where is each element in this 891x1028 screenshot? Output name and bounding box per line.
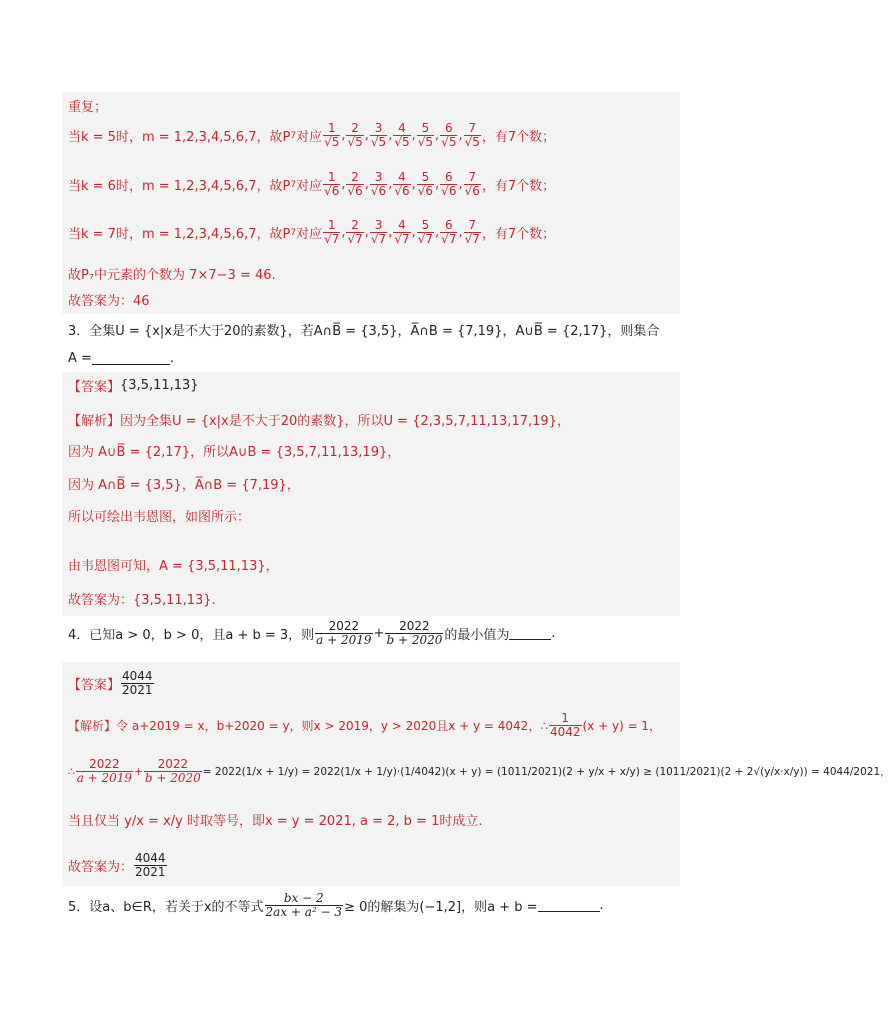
fraction [417,171,434,198]
comma: , [388,128,393,143]
fraction-den: √5 [464,135,480,149]
analysis-4-final-frac [134,852,167,879]
fraction [417,122,434,149]
fraction-num: 2 [351,121,359,135]
fraction-num: 4 [398,121,406,135]
comma: , [411,177,416,192]
comma: , [364,177,369,192]
fraction-den: √7 [464,232,480,246]
fraction-num: 4 [398,218,406,232]
comma: , [458,225,463,240]
comma: , [458,128,463,143]
answer-label-4: 【答案】 [68,678,121,693]
analysis-4-frac-a-num: 2022 [89,757,120,771]
q4-plus: + [373,626,385,641]
q4-f2-num: 2022 [399,619,430,633]
analysis-4-frac-b [144,758,202,785]
analysis-3-line-3: 因为 A∩B̅ = {3,5}，A̅∩B = {7,19}， [68,478,300,493]
question-5 [68,892,604,919]
fraction-den: √5 [370,135,387,149]
fraction-den: √6 [370,184,387,198]
case-k6-fracs [322,171,482,198]
analysis-3-line-4: 所以可绘出韦恩图，如图所示： [68,510,251,525]
case-k6-prefix: 当k = 6时，m = 1,2,3,4,5,6,7，故P [68,179,291,194]
fraction-den: √7 [370,232,387,246]
analysis-3-line-2: 因为 A∪B̅̅̅̅ = {2,17}，所以A∪B = {3,5,7,11,13,19}， [68,445,401,460]
solution-block-2 [62,372,680,616]
analysis-4-frac-a-den: a + 2019 [76,771,133,785]
answer-blank-4[interactable] [509,627,551,640]
answer-row-3 [68,376,199,395]
fraction-num: 5 [421,218,430,232]
comma: , [341,225,346,240]
answer-row-4 [68,670,155,697]
fraction-num: 1 [327,170,336,184]
analysis-4-frac-1 [549,712,582,739]
fraction [464,171,481,198]
fraction [370,219,387,246]
q4-f1-num: 2022 [328,619,360,633]
case-k7-mid: 对应 [296,227,323,242]
fraction-den: √5 [394,135,410,149]
fraction-den: √5 [417,135,434,149]
answer-blank-5[interactable] [538,899,600,912]
fraction [323,122,340,149]
fraction-num: 2 [351,170,359,184]
analysis-3-line-1 [68,410,570,429]
q4-f2-den: b + 2020 [386,633,443,647]
question-5-tail: . [599,898,604,913]
q5-frac-num: bx − 2 [283,891,324,905]
analysis-3-line-5: 由韦恩图可知，A = {3,5,11,13}， [68,559,279,574]
analysis-4-frac-b-num: 2022 [157,757,189,771]
fraction-den: √6 [464,184,480,198]
fraction-den: √7 [441,232,457,246]
analysis-4-text-4: 故答案为： [68,860,134,875]
fraction-num: 2 [351,218,359,232]
fraction [440,171,457,198]
analysis-4-text-1-tail: (x + y) = 1， [582,719,662,733]
comma: , [435,177,440,192]
fraction-num: 3 [374,170,383,184]
question-4-text: 4．已知a > 0，b > 0，且a + b = 3，则 [68,628,315,643]
case-k7-prefix: 当k = 7时，m = 1,2,3,4,5,6,7，故P [68,227,291,242]
case-k7-fracs [322,219,482,246]
comma: , [411,225,416,240]
fraction-den: √5 [324,135,340,149]
fraction [370,171,387,198]
analysis-4-text-2: = 2022(1/x + 1/y) = 2022(1/x + 1/y)·(1/4042)(x + y) = (1011/2021)(2 + y/x + x/y) ≥ (1011/2021)(2 + 2√(y/x·x/y)) = 4044/2021， [202,766,891,778]
fraction-num: 1 [327,121,336,135]
fraction-den: √7 [324,232,340,246]
comma: , [341,177,346,192]
analysis-4-frac-b-den: b + 2020 [144,771,201,785]
question-5-mid: ≥ 0的解集为(−1,2]，则a + b = [344,900,538,915]
question-3-end: . [169,351,175,366]
count-text: 故P₇中元素的个数为 7×7−3 = 46. [68,268,276,283]
case-k5-prefix: 当k = 5时，m = 1,2,3,4,5,6,7，故P [68,130,291,145]
analysis-4-final-den: 2021 [135,865,166,879]
fraction-num: 5 [421,170,430,184]
analysis-label-4: 【解析】 [68,719,117,733]
answer-label-3: 【答案】 [68,380,121,395]
answer-4-den: 2021 [122,683,153,697]
comma: , [435,128,440,143]
case-k5-fracs [322,122,482,149]
fraction [440,122,457,149]
fraction-num: 3 [374,218,383,232]
analysis-4-plus: + [134,765,143,778]
fraction-num: 4 [398,170,406,184]
comma: , [458,177,463,192]
fraction-den: √7 [347,232,363,246]
fraction [346,219,363,246]
fraction [393,122,410,149]
fraction [464,219,481,246]
analysis-label-3: 【解析】 [68,414,121,429]
fraction-num: 6 [444,218,453,232]
fraction [370,122,387,149]
fraction-num: 7 [468,218,477,232]
q5-fraction [265,892,344,919]
q4-fraction-2 [385,620,443,647]
analysis-4-final-num: 4044 [135,851,166,865]
analysis-4-frac-1-num: 1 [561,711,570,725]
case-k6-suffix: ，有7个数； [481,179,556,194]
analysis-4-line-2 [68,758,891,785]
question-3 [68,320,659,339]
q5-frac-den: 2ax + a² − 3 [265,905,343,919]
answer-4-num: 4044 [122,669,153,683]
q4-fraction-1 [315,620,372,647]
fraction-den: √7 [417,232,434,246]
comma: , [411,128,416,143]
fraction-den: √7 [394,232,410,246]
fraction-num: 7 [468,170,477,184]
case-k6-sub: 7 [290,179,297,190]
analysis-4-lead: ∴ [68,765,75,778]
fraction-num: 1 [327,218,336,232]
fraction [323,219,340,246]
solution-block-1 [62,92,680,314]
fraction-num: 3 [374,121,383,135]
question-5-text: 5．设a、b∈R，若关于x的不等式 [68,900,264,915]
comma: , [341,128,346,143]
case-k7 [68,219,555,246]
case-k7-sub: 7 [290,227,297,238]
fraction-den: √6 [394,184,410,198]
fraction [346,122,363,149]
question-4-tail: . [551,626,556,641]
case-k5-mid: 对应 [296,130,323,145]
case-k6-mid: 对应 [296,179,323,194]
case-k5 [68,122,555,149]
case-k7-suffix: ，有7个数； [481,227,556,242]
fraction-den: √6 [441,184,457,198]
fraction-den: √5 [347,135,363,149]
fraction-num: 5 [421,121,430,135]
case-k6 [68,171,555,198]
fraction [323,171,340,198]
fraction [393,219,410,246]
fraction-num: 6 [444,170,453,184]
fraction [346,171,363,198]
comma: , [435,225,440,240]
comma: , [364,128,369,143]
analysis-4-frac-a [76,758,133,785]
case-k5-sub: 7 [290,130,297,141]
fraction-num: 7 [468,121,477,135]
fraction [417,219,434,246]
analysis-4-text-1: 令 a+2019 = x，b+2020 = y，则x > 2019，y > 2020且x + y = 4042，∴ [116,719,548,733]
analysis-3-line-6: 故答案为：{3,5,11,13}. [68,593,216,608]
fraction [393,171,410,198]
fraction-den: √6 [324,184,340,198]
question-4 [68,620,556,647]
question-3-line-2 [68,351,174,366]
question-3-text-b: A = [68,351,92,366]
q4-f1-den: a + 2019 [316,633,372,647]
case-k5-suffix: ，有7个数； [481,130,556,145]
answer-text-1: 故答案为：46 [68,294,150,309]
analysis-4-line-3: 当且仅当 y/x = x/y 时取等号，即x = y = 2021, a = 2, b = 1时成立. [68,814,483,829]
analysis-4-line-4 [68,852,168,879]
fraction [464,122,481,149]
question-3-text: 3．全集U = {x|x是不大于20的素数}，若A∩B̅ = {3,5}，A̅∩B = {7,19}，A∪B̅̅̅̅̅ = {2,17}，则集合 [68,324,660,339]
repeat-text: 重复； [68,100,108,115]
fraction-den: √6 [417,184,434,198]
answer-fraction-4 [121,670,154,697]
fraction-den: √6 [347,184,363,198]
comma: , [364,225,369,240]
question-4-end: 的最小值为 [444,628,510,643]
analysis-4-frac-1-den: 4042 [549,725,581,739]
comma: , [388,177,393,192]
analysis-4-line-1 [68,712,661,739]
fraction-num: 6 [444,121,453,135]
answer-value-3: {3,5,11,13} [120,378,199,393]
fraction [440,219,457,246]
solution-block-3 [62,662,891,886]
comma: , [388,225,393,240]
answer-blank-3[interactable] [92,352,170,365]
fraction-den: √5 [441,135,457,149]
analysis-3-text-1: 因为全集U = {x|x是不大于20的素数}，所以U = {2,3,5,7,11,13,17,19}， [120,414,570,429]
